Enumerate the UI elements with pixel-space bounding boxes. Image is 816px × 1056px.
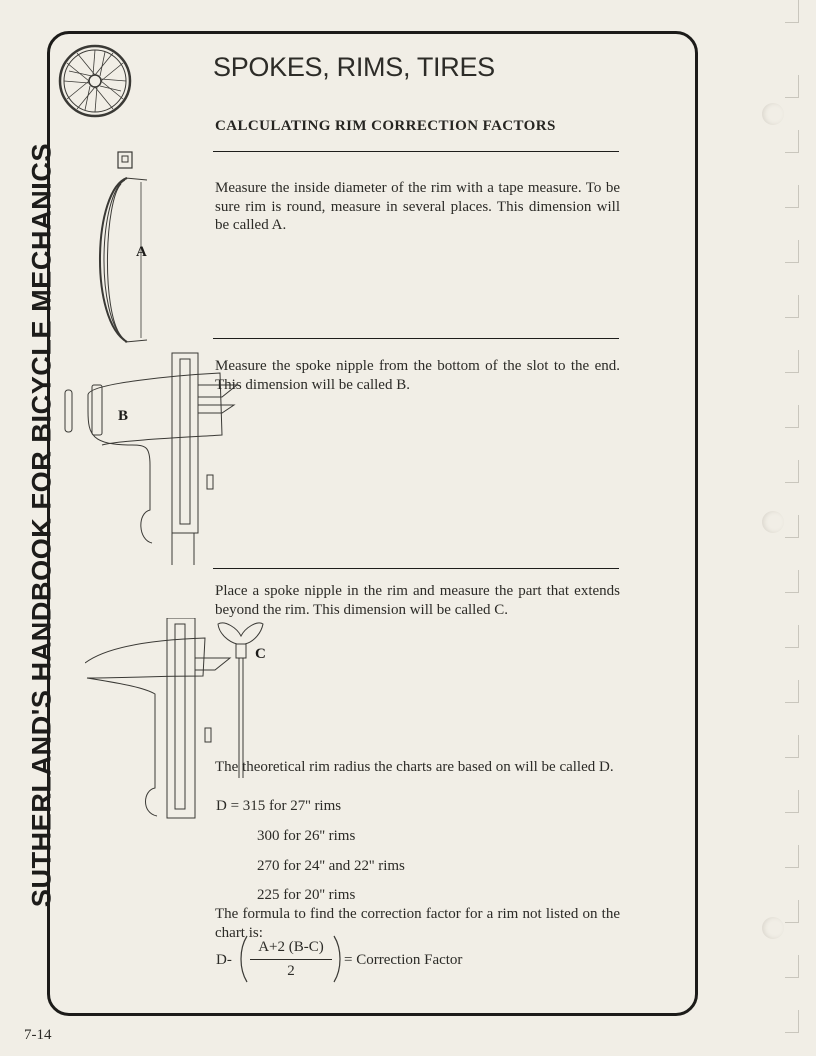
d-value-26: 300 for 26'' rims <box>257 828 356 844</box>
index-tab <box>785 240 799 263</box>
d-value-24-22: 270 for 24'' and 22'' rims <box>257 858 405 874</box>
instruction-measure-b: Measure the spoke nipple from the bottom of the slot to the end. This dimension will be called B. <box>215 358 620 393</box>
dimension-label-c: C <box>255 646 266 662</box>
binder-hole <box>762 103 784 125</box>
divider <box>213 568 619 569</box>
dimension-label-b: B <box>118 408 129 424</box>
index-tab <box>785 1010 799 1033</box>
index-tab <box>785 130 799 153</box>
index-tab <box>785 460 799 483</box>
index-tab <box>785 515 799 538</box>
fraction-bar <box>250 959 332 960</box>
book-title-vertical: SUTHERLAND'S HANDBOOK FOR BICYCLE MECHANICS <box>26 142 57 908</box>
instruction-measure-c: Place a spoke nipple in the rim and measure the part that extends beyond the rim. This dimension will be called C. <box>215 583 620 618</box>
index-tab <box>785 955 799 978</box>
index-tab <box>785 625 799 648</box>
formula-rhs: = Correction Factor <box>344 952 463 968</box>
dimension-label-a: A <box>136 244 147 260</box>
binder-hole <box>762 917 784 939</box>
right-paren-icon <box>333 935 343 983</box>
caliper-rim-illustration <box>85 618 275 828</box>
index-tab <box>785 405 799 428</box>
left-paren-icon <box>238 935 248 983</box>
formula-lhs: D- <box>216 952 232 968</box>
formula-denominator: 2 <box>287 963 295 979</box>
bicycle-wheel-icon <box>57 43 133 119</box>
correction-formula <box>216 933 596 985</box>
divider <box>213 151 619 152</box>
formula-intro: The formula to find the correction factor for a rim not listed on the chart is: <box>215 906 620 941</box>
index-tab <box>785 295 799 318</box>
formula-numerator: A+2 (B-C) <box>258 939 324 955</box>
theoretical-radius-intro: The theoretical rim radius the charts are based on will be called D. <box>215 759 614 775</box>
index-tab <box>785 0 799 23</box>
index-tab <box>785 735 799 758</box>
index-tab <box>785 680 799 703</box>
instruction-measure-a: Measure the inside diameter of the rim with a tape measure. To be sure rim is round, measure in several places. This dimension will be called A. <box>215 180 620 233</box>
section-heading: CALCULATING RIM CORRECTION FACTORS <box>215 118 556 134</box>
index-tab <box>785 75 799 98</box>
d-value-27: D = 315 for 27'' rims <box>216 798 342 814</box>
divider <box>213 338 619 339</box>
index-tab <box>785 900 799 923</box>
rim-diameter-illustration <box>85 150 165 350</box>
d-value-20: 225 for 20'' rims <box>257 887 356 903</box>
index-tab <box>785 185 799 208</box>
page-title: SPOKES, RIMS, TIRES <box>213 52 495 82</box>
index-tab <box>785 790 799 813</box>
index-tab <box>785 845 799 868</box>
page-number: 7-14 <box>24 1027 52 1043</box>
index-tab <box>785 570 799 593</box>
index-tab <box>785 350 799 373</box>
binder-hole <box>762 511 784 533</box>
